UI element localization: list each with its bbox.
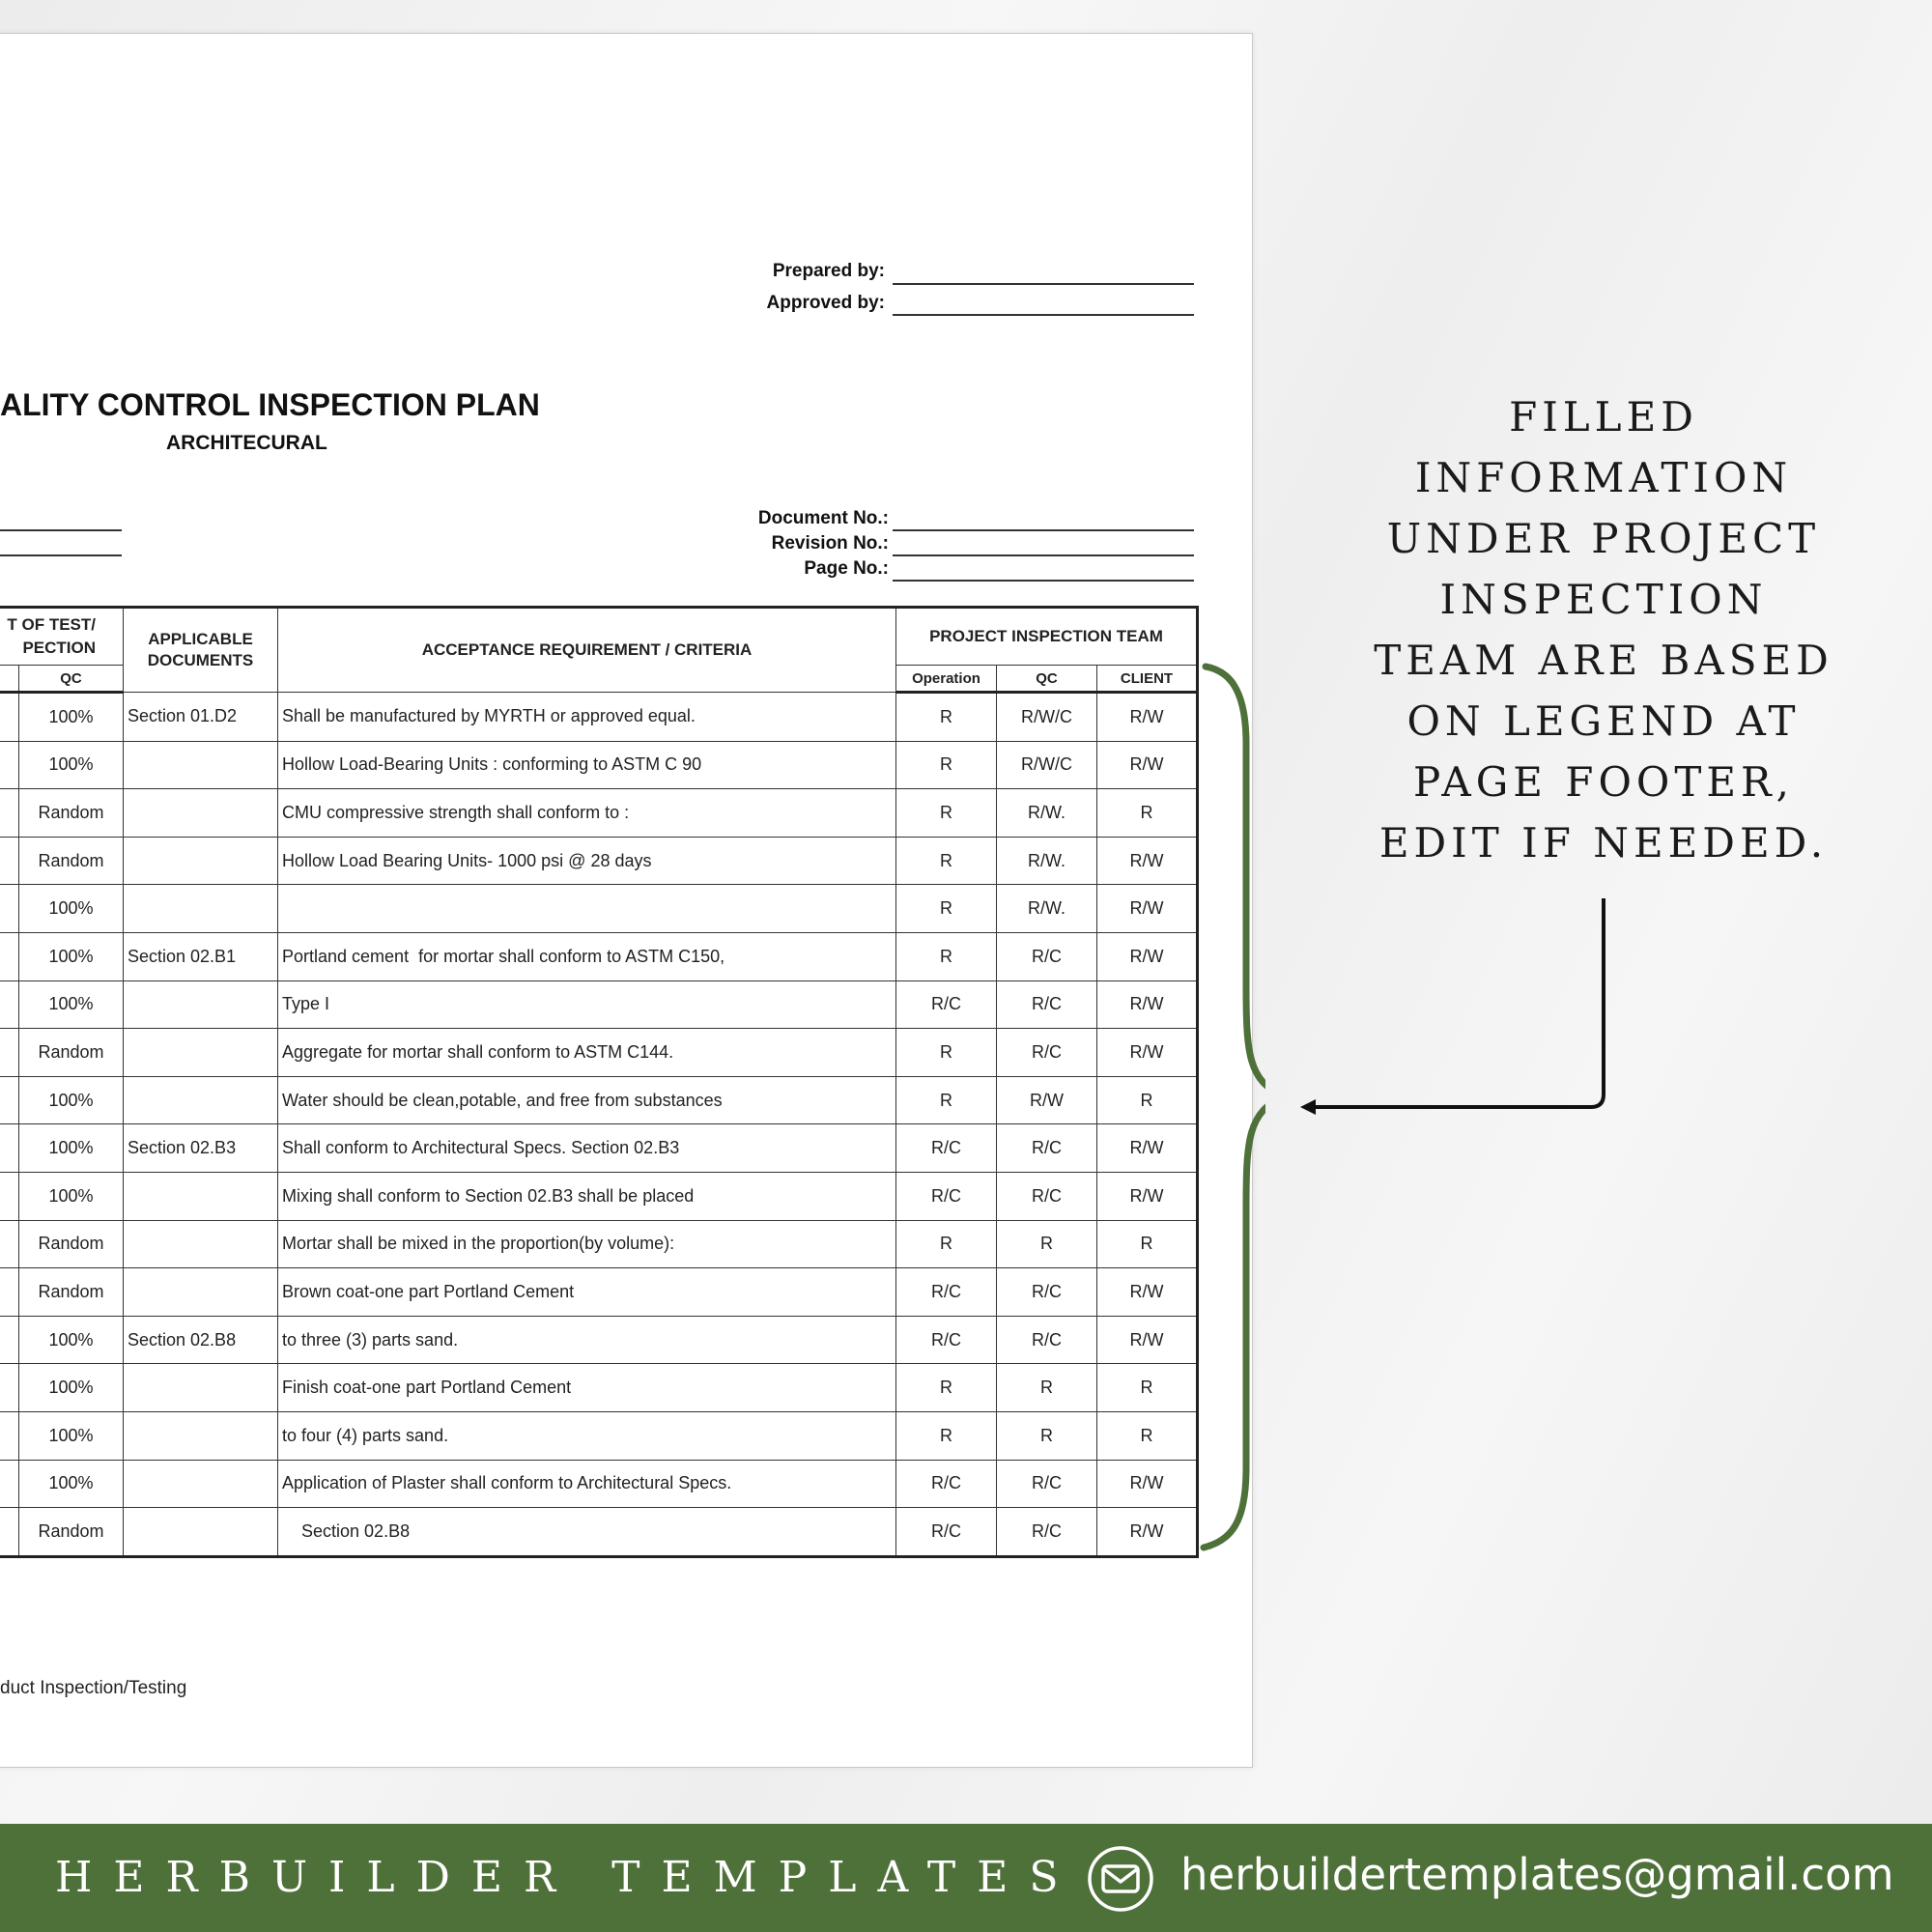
client-cell: R/W xyxy=(1097,1460,1198,1508)
team-qc-cell: R/C xyxy=(997,1508,1097,1557)
extent-qc-cell: 100% xyxy=(19,932,124,980)
client-cell: R/W xyxy=(1097,1508,1198,1557)
team-qc-cell: R xyxy=(997,1364,1097,1412)
page-no-label: Page No.: xyxy=(804,558,889,579)
acceptance-criteria-header: ACCEPTANCE REQUIREMENT / CRITERIA xyxy=(278,608,896,693)
applicable-document-cell xyxy=(124,789,278,838)
team-qc-cell: R xyxy=(997,1411,1097,1460)
client-cell: R/W xyxy=(1097,1029,1198,1077)
table-row xyxy=(0,1411,1198,1460)
brand-name: HERBUILDER TEMPLATES xyxy=(55,1853,1080,1902)
table-row xyxy=(0,885,1198,933)
applicable-document-cell xyxy=(124,1172,278,1220)
criteria-cell: Portland cement for mortar shall conform to ASTM C150, xyxy=(278,932,896,980)
criteria-cell: Hollow Load-Bearing Units : conforming to ASTM C 90 xyxy=(278,741,896,789)
criteria-cell: to three (3) parts sand. xyxy=(278,1316,896,1364)
inspection-team-header: PROJECT INSPECTION TEAM xyxy=(896,608,1198,666)
page-subtitle: ARCHITECURAL xyxy=(166,432,327,454)
document-page xyxy=(0,33,1253,1768)
table-row xyxy=(0,1316,1198,1364)
applicable-document-cell xyxy=(124,1364,278,1412)
team-qc-cell: R/C xyxy=(997,1172,1097,1220)
operation-cell: R xyxy=(896,693,997,742)
page-no-field[interactable] xyxy=(893,580,1194,582)
criteria-cell: Brown coat-one part Portland Cement xyxy=(278,1268,896,1317)
extent-cell xyxy=(0,885,19,933)
criteria-cell: Mixing shall conform to Section 02.B3 shall be placed xyxy=(278,1172,896,1220)
team-qc-cell: R/W. xyxy=(997,789,1097,838)
criteria-cell: Type I xyxy=(278,980,896,1029)
document-no-field[interactable] xyxy=(893,529,1194,531)
team-qc-cell: R/C xyxy=(997,1029,1097,1077)
extent-qc-cell: 100% xyxy=(19,1124,124,1173)
client-cell: R/W xyxy=(1097,1172,1198,1220)
operation-cell: R xyxy=(896,741,997,789)
extent-cell xyxy=(0,980,19,1029)
extent-qc-cell: Random xyxy=(19,1220,124,1268)
location-field[interactable] xyxy=(0,554,122,556)
applicable-document-cell xyxy=(124,1460,278,1508)
client-cell: R/W xyxy=(1097,932,1198,980)
extent-qc-cell: Random xyxy=(19,1508,124,1557)
operation-cell: R/C xyxy=(896,1268,997,1317)
document-no-label: Document No.: xyxy=(757,508,889,528)
operation-cell: R/C xyxy=(896,1508,997,1557)
applicable-document-cell xyxy=(124,1411,278,1460)
client-cell: R/W xyxy=(1097,980,1198,1029)
operation-cell: R xyxy=(896,837,997,885)
table-row xyxy=(0,1124,1198,1173)
operation-cell: R xyxy=(896,885,997,933)
applicable-document-cell xyxy=(124,885,278,933)
criteria-cell: Aggregate for mortar shall conform to ASTM C144. xyxy=(278,1029,896,1077)
table-row xyxy=(0,693,1198,742)
extent-cell xyxy=(0,1508,19,1557)
extent-cell xyxy=(0,741,19,789)
extent-qc-cell: 100% xyxy=(19,1076,124,1124)
revision-no-label: Revision No.: xyxy=(771,533,889,554)
extent-qc-cell: Random xyxy=(19,789,124,838)
table-row xyxy=(0,1220,1198,1268)
team-qc-header: QC xyxy=(997,666,1097,693)
legend-footnote: duct Inspection/Testing xyxy=(0,1678,187,1698)
extent-qc-cell: 100% xyxy=(19,1364,124,1412)
applicable-document-cell xyxy=(124,1076,278,1124)
extent-qc-cell: 100% xyxy=(19,1172,124,1220)
client-cell: R xyxy=(1097,1411,1198,1460)
applicable-document-cell xyxy=(124,1220,278,1268)
prepared-by-field[interactable] xyxy=(893,283,1194,285)
connector-arrow-icon xyxy=(1294,896,1613,1121)
criteria-cell: Shall conform to Architectural Specs. Section 02.B3 xyxy=(278,1124,896,1173)
client-cell: R/W xyxy=(1097,1124,1198,1173)
extent-qc-cell: Random xyxy=(19,1268,124,1317)
mail-icon[interactable] xyxy=(1086,1844,1155,1914)
applicable-document-cell: Section 01.D2 xyxy=(124,693,278,742)
extent-qc-header: QC xyxy=(19,666,124,693)
extent-qc-cell: 100% xyxy=(19,1316,124,1364)
extent-header: T OF TEST/ PECTION xyxy=(0,608,124,666)
team-qc-cell: R/W. xyxy=(997,885,1097,933)
extent-cell xyxy=(0,1124,19,1173)
extent-qc-cell: 100% xyxy=(19,980,124,1029)
team-qc-cell: R/C xyxy=(997,932,1097,980)
extent-qc-cell: 100% xyxy=(19,741,124,789)
extent-cell xyxy=(0,1029,19,1077)
operation-cell: R xyxy=(896,1029,997,1077)
client-header: CLIENT xyxy=(1097,666,1198,693)
applicable-document-cell xyxy=(124,837,278,885)
operation-cell: R xyxy=(896,1220,997,1268)
approved-by-label: Approved by: xyxy=(766,293,885,313)
extent-cell xyxy=(0,789,19,838)
extent-cell xyxy=(0,1268,19,1317)
operation-cell: R xyxy=(896,1411,997,1460)
criteria-cell: Hollow Load Bearing Units- 1000 psi @ 28 days xyxy=(278,837,896,885)
client-cell: R/W xyxy=(1097,837,1198,885)
approved-by-field[interactable] xyxy=(893,314,1194,316)
criteria-cell: Application of Plaster shall conform to Architectural Specs. xyxy=(278,1460,896,1508)
table-row xyxy=(0,1029,1198,1077)
operation-cell: R xyxy=(896,932,997,980)
client-cell: R/W xyxy=(1097,693,1198,742)
project-field[interactable] xyxy=(0,529,122,531)
applicable-document-cell: Section 02.B3 xyxy=(124,1124,278,1173)
operation-cell: R xyxy=(896,1076,997,1124)
extent-cell xyxy=(0,1172,19,1220)
team-qc-cell: R/W/C xyxy=(997,693,1097,742)
operation-cell: R xyxy=(896,789,997,838)
table-row xyxy=(0,789,1198,838)
table-row xyxy=(0,980,1198,1029)
extent-cell xyxy=(0,1364,19,1412)
team-qc-cell: R/C xyxy=(997,1316,1097,1364)
team-qc-cell: R/C xyxy=(997,980,1097,1029)
table-row xyxy=(0,1172,1198,1220)
operation-cell: R/C xyxy=(896,1460,997,1508)
operation-cell: R/C xyxy=(896,980,997,1029)
curly-brace-icon xyxy=(1198,657,1265,1555)
extent-cell xyxy=(0,1411,19,1460)
team-qc-cell: R/W xyxy=(997,1076,1097,1124)
page-title: ALITY CONTROL INSPECTION PLAN xyxy=(0,387,540,422)
extent-cell xyxy=(0,1220,19,1268)
extent-cell xyxy=(0,1316,19,1364)
operation-header: Operation xyxy=(896,666,997,693)
criteria-cell: to four (4) parts sand. xyxy=(278,1411,896,1460)
client-cell: R/W xyxy=(1097,1268,1198,1317)
applicable-document-cell xyxy=(124,1268,278,1317)
criteria-cell: Mortar shall be mixed in the proportion(by volume): xyxy=(278,1220,896,1268)
extent-qc-cell: 100% xyxy=(19,1460,124,1508)
extent-cell xyxy=(0,837,19,885)
extent-qc-cell: 100% xyxy=(19,885,124,933)
table-row xyxy=(0,1364,1198,1412)
footer-bar xyxy=(0,1824,1932,1932)
revision-no-field[interactable] xyxy=(893,554,1194,556)
criteria-cell: Water should be clean,potable, and free from substances xyxy=(278,1076,896,1124)
extent-qc-cell: 100% xyxy=(19,1411,124,1460)
team-qc-cell: R/W. xyxy=(997,837,1097,885)
client-cell: R/W xyxy=(1097,741,1198,789)
extent-cell xyxy=(0,1460,19,1508)
extent-qc-cell: Random xyxy=(19,837,124,885)
applicable-document-cell: Section 02.B8 xyxy=(124,1316,278,1364)
table-row xyxy=(0,741,1198,789)
criteria-cell xyxy=(278,885,896,933)
extent-cell xyxy=(0,693,19,742)
prepared-by-label: Prepared by: xyxy=(772,261,885,281)
client-cell: R/W xyxy=(1097,885,1198,933)
client-cell: R/W xyxy=(1097,1316,1198,1364)
applicable-document-cell xyxy=(124,1508,278,1557)
client-cell: R xyxy=(1097,1220,1198,1268)
team-qc-cell: R/C xyxy=(997,1124,1097,1173)
table-row xyxy=(0,1268,1198,1317)
operation-cell: R/C xyxy=(896,1172,997,1220)
applicable-document-cell: Section 02.B1 xyxy=(124,932,278,980)
team-qc-cell: R/W/C xyxy=(997,741,1097,789)
extent-cell xyxy=(0,1076,19,1124)
operation-cell: R/C xyxy=(896,1124,997,1173)
table-row xyxy=(0,837,1198,885)
applicable-document-cell xyxy=(124,980,278,1029)
table-row xyxy=(0,1460,1198,1508)
table-row xyxy=(0,1508,1198,1557)
client-cell: R xyxy=(1097,1076,1198,1124)
extent-sub-header xyxy=(0,666,19,693)
operation-cell: R xyxy=(896,1364,997,1412)
table-row xyxy=(0,1076,1198,1124)
criteria-cell: CMU compressive strength shall conform to : xyxy=(278,789,896,838)
extent-qc-cell: Random xyxy=(19,1029,124,1077)
team-qc-cell: R/C xyxy=(997,1460,1097,1508)
inspection-table xyxy=(0,606,1199,1558)
applicable-documents-header: APPLICABLE DOCUMENTS xyxy=(124,608,278,693)
operation-cell: R/C xyxy=(896,1316,997,1364)
client-cell: R xyxy=(1097,789,1198,838)
criteria-cell: Finish coat-one part Portland Cement xyxy=(278,1364,896,1412)
team-qc-cell: R xyxy=(997,1220,1097,1268)
callout-note: FILLED INFORMATION UNDER PROJECT INSPECTION TEAM ARE BASED ON LEGEND AT PAGE FOOTER, EDIT IF NEEDED. xyxy=(1374,393,1833,867)
criteria-cell: Shall be manufactured by MYRTH or approved equal. xyxy=(278,693,896,742)
applicable-document-cell xyxy=(124,741,278,789)
extent-qc-cell: 100% xyxy=(19,693,124,742)
criteria-cell: Section 02.B8 xyxy=(278,1508,896,1557)
applicable-document-cell xyxy=(124,1029,278,1077)
client-cell: R xyxy=(1097,1364,1198,1412)
extent-cell xyxy=(0,932,19,980)
table-row xyxy=(0,932,1198,980)
team-qc-cell: R/C xyxy=(997,1268,1097,1317)
contact-email[interactable]: herbuildertemplates@gmail.com xyxy=(1180,1849,1894,1900)
